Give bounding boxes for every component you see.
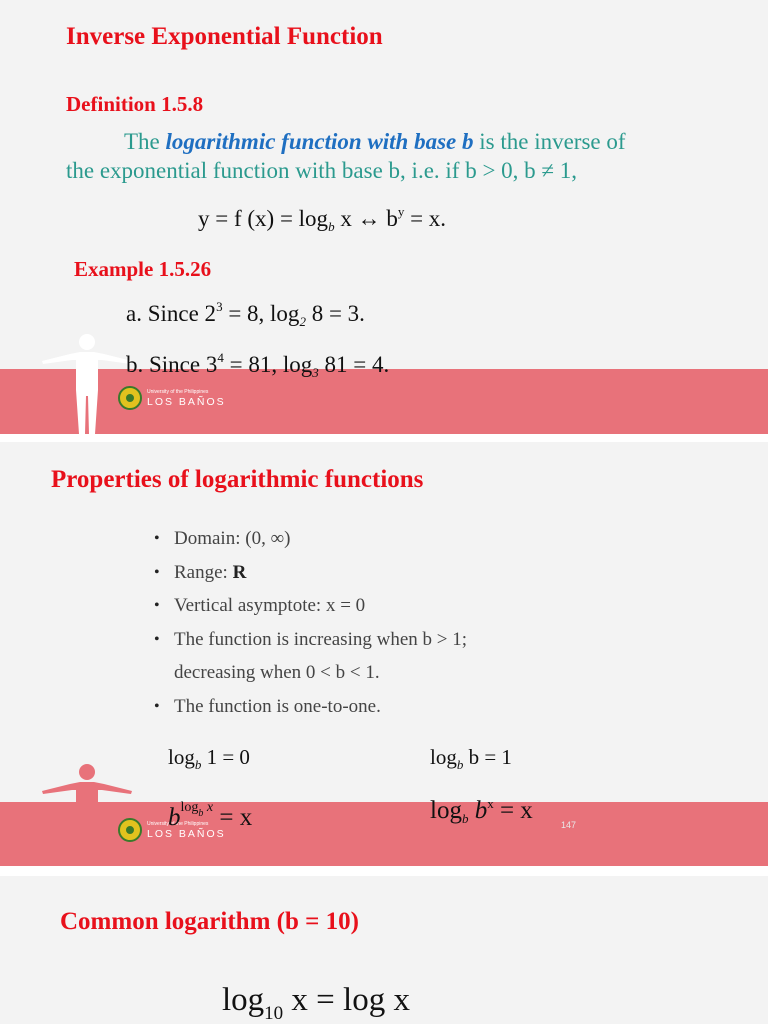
list-item: • The function is one-to-one. xyxy=(150,690,467,724)
human-figure-icon xyxy=(40,330,135,434)
slide-inverse-exponential xyxy=(0,0,768,434)
logo-university: University of the Philippines xyxy=(147,820,209,827)
logo-campus: LOS BAÑOS xyxy=(147,827,226,840)
definition-heading: Definition 1.5.8 xyxy=(66,92,204,116)
logo-campus: LOS BAÑOS xyxy=(147,395,226,408)
identity-log-one: $\log_b 1 = 0$ xyxy=(168,745,250,772)
slide-common-logarithm xyxy=(0,876,768,1024)
slide-properties xyxy=(0,442,768,866)
definition-line-2: the exponential function with base b, i.e. if b > 0, b ≠ 1, xyxy=(66,158,578,183)
list-item: • Domain: (0, ∞) xyxy=(150,522,467,556)
list-item: • Vertical asymptote: x = 0 xyxy=(150,589,467,623)
uplb-seal-icon xyxy=(118,818,142,842)
uplb-logo xyxy=(118,386,226,410)
uplb-seal-icon xyxy=(118,386,142,410)
human-figure-icon xyxy=(40,760,135,864)
properties-list xyxy=(150,522,467,723)
logo-university: University of the Philippines xyxy=(147,388,209,395)
example-heading: Example 1.5.26 xyxy=(74,257,212,281)
identity-b-log: $b^{log_b x} = x$ xyxy=(168,800,253,831)
example-b: b. Since $3^4 = 81$, $\log_3 81 = 4$. xyxy=(126,350,390,380)
slide-title: Properties of logarithmic functions xyxy=(51,466,424,493)
identity-log-b: $\log_b b = 1$ xyxy=(430,745,512,772)
definition-line-1: The logarithmic function with base b is the inverse of xyxy=(124,129,626,154)
slide-title: Inverse Exponential Function xyxy=(66,23,383,50)
common-log-formula: $\log_{10} x = \log x$ xyxy=(222,982,410,1024)
page-number: 147 xyxy=(561,820,577,830)
definition-formula: y = f $(x) = \log_b x$ ↔ $b^y = x$. xyxy=(198,204,447,234)
list-item: • The function is increasing when b > 1; decreasing when 0 < b < 1. xyxy=(150,623,467,690)
identity-log-bx: $\log_b b^x = x$ xyxy=(430,796,533,826)
example-a: a. Since $2^3 = 8$, $\log_2 8 = 3$. xyxy=(126,299,365,329)
list-item: • Range: R xyxy=(150,556,467,590)
definition-term: logarithmic function with base b xyxy=(165,129,474,154)
slide-title: Common logarithm (b = 10) xyxy=(60,908,359,935)
